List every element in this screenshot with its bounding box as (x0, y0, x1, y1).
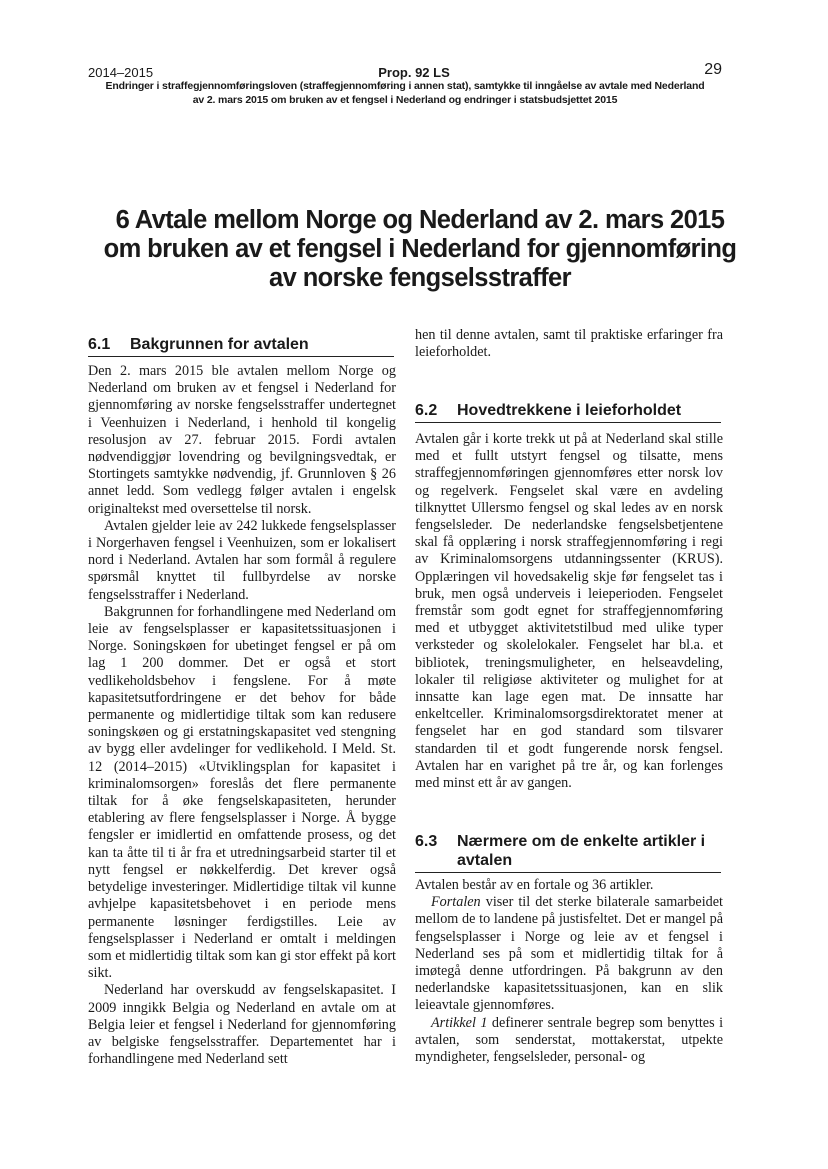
section-number: 6.3 (415, 833, 438, 850)
section-6-3-body (415, 877, 723, 1066)
section-heading-6-3 (415, 832, 721, 873)
paragraph: Avtalen gjelder leie av 242 lukkede fengselsplasser i Norgerhaven fengsel i Veenhuizen, som er lokalisert nord i Nederland. Avtalen har som formål å regulere spørsmål knyttet til fullbyrdelse av norske fengselsstraffer i Nederland. (88, 517, 396, 603)
paragraph: Nederland har overskudd av fengselskapasitet. I 2009 inngikk Belgia og Nederland en avtale om at Belgia leier et fengsel i Nederland for gjennomføring av belgiske fengselsstraffer. Departementet har i forhandlingene med Nederland sett (88, 982, 396, 1068)
section-number: 6.1 (88, 336, 111, 353)
section-title: Hovedtrekkene i leieforholdet (457, 402, 682, 419)
emphasis-fortalen: Fortalen (431, 894, 481, 911)
paragraph: Den 2. mars 2015 ble avtalen mellom Norge og Nederland om bruken av et fengsel i Nederland for gjennomføring av norske fengselsstraffer undertegnet i Veenhuizen i Nederland, i henhold til kongelig resolusjon av 27. februar 2015. Fordi avtalen nødvendiggjør lovendring og bevilgningsvedtak, er Stortingets samtykke nødvendig, jf. Grunnloven § 26 annet ledd. Som vedlegg følger avtalen i engelsk originaltekst med oversettelse til norsk. (88, 363, 396, 517)
paragraph: Avtalen går i korte trekk ut på at Nederland skal stille med et fullt utstyrt fengsel og tilsatte, mens straffegjennomføringen gjennomføres etter norsk lov og regelverk. Fengselet skal være en avdeling tilknyttet Ullersmo fengsel og skal ledes av en norsk fengselsleder. De nederlandske fengselsbetjentene skal få opplæring i norsk straffegjennomføring i regi av Kriminalomsorgens utdanningssenter (KRUS). Opplæringen vil hovedsakelig skje før fengselet tas i bruk, men også underveis i leieperioden. Fengselet fremstår som godt egnet for straffegjennomføring med et utbygget aktivitetstilbud med ulike typer verksteder og skolelokaler. Fengselet har bl.a. et bibliotek, treningsmuligheter, en helseavdeling, lokaler til religiøse aktiviteter og mulighet for at innsatte kan lage egen mat. De innsatte har enkeltceller. Kriminalomsorgsdirektoratet mener at fengselet har en god standard som tilsvarer standarden til et godt fungerende norsk fengsel. Avtalen har en varighet på tre år, og kan forlenges med minst ett år av gangen. (415, 431, 723, 792)
section-heading-6-1 (88, 335, 394, 357)
paragraph-text: definerer sentrale begrep som benyttes i avtalen, som senderstat, mottakerstat, utpekte myndigheter, fengselsleder, personal- og (415, 1014, 724, 1066)
left-column (88, 363, 396, 1068)
chapter-title: 6 Avtale mellom Norge og Nederland av 2. mars 2015 om bruken av et fengsel i Nederland for gjennomføring av norske fengselsstraffer (103, 206, 737, 292)
section-title: Nærmere om de enkelte artikler i avtalen (457, 833, 706, 869)
header-subtitle-line1: Endringer i straffegjennomføringsloven (straffegjennomføring i annen stat), samtykke til inngåelse av avtale med Nederland (105, 80, 705, 92)
section-heading-6-2 (415, 401, 721, 423)
header-subtitle-line2: av 2. mars 2015 om bruken av et fengsel i Nederland og endringer i statsbudsjettet 2015 (192, 94, 618, 106)
paragraph (415, 894, 723, 1014)
paragraph-text: viser til det sterke bilaterale samarbeidet mellom de to landene på justisfeltet. Det er mangel på fengselsplasser i Norge og leie av et fengsel i Nederland ses på som et midlertidig tiltak for å imøtegå denne utfordringen. På bakgrunn av den nederlandske kapasitetssituasjonen, kan en slik leieavtale gjennomføres. (415, 894, 723, 1014)
page-number: 29 (704, 61, 722, 78)
paragraph: Avtalen består av en fortale og 36 artikler. (415, 877, 654, 893)
section-number: 6.2 (415, 402, 438, 419)
right-column-continuation (415, 327, 723, 361)
paragraph (415, 1015, 723, 1067)
emphasis-artikkel-1: Artikkel 1 (431, 1014, 488, 1031)
header-prop: Prop. 92 LS (378, 65, 450, 80)
section-6-2-body (415, 431, 723, 792)
header-year: 2014–2015 (88, 65, 154, 80)
section-title: Bakgrunnen for avtalen (130, 336, 309, 353)
paragraph: hen til denne avtalen, samt til praktiske erfaringer fra leieforholdet. (415, 327, 723, 361)
paragraph: Bakgrunnen for forhandlingene med Nederland om leie av fengselsplasser er kapasitetssituasjonen i Norge. Soningskøen for ubetinget fengsel er på om lag 1 200 dommer. Det er også et stort vedlikeholdsbehov i fengslene. For å møte kapasitetsutfordringene er det behov for både permanente og midlertidige tiltak som kan redusere soningskøen og gi erstatningskapasitet ved stengning av bygg eller avdelinger for vedlikehold. I Meld. St. 12 (2014–2015) «Utviklingsplan for kapasitet i kriminalomsorgen» foreslås det flere permanente tiltak for å øke fengselskapasiteten, herunder etablering av flere fengselsplasser i Norge. Å bygge fengsler er imidlertid en omfattende prosess, og det kan ta åtte til ti år fra et utredningsarbeid starter til et nytt fengsel er nøkkelferdig. Det krever også betydelige investeringer. Midlertidige tiltak vil kunne avhjelpe kapasitetsbehovet i en periode mens permanente løsninger ferdigstilles. Leie av fengselsplasser i Nederland er omtalt i meldingen som et midlertidig tiltak som kan gi stor effekt på kort sikt. (88, 603, 396, 982)
